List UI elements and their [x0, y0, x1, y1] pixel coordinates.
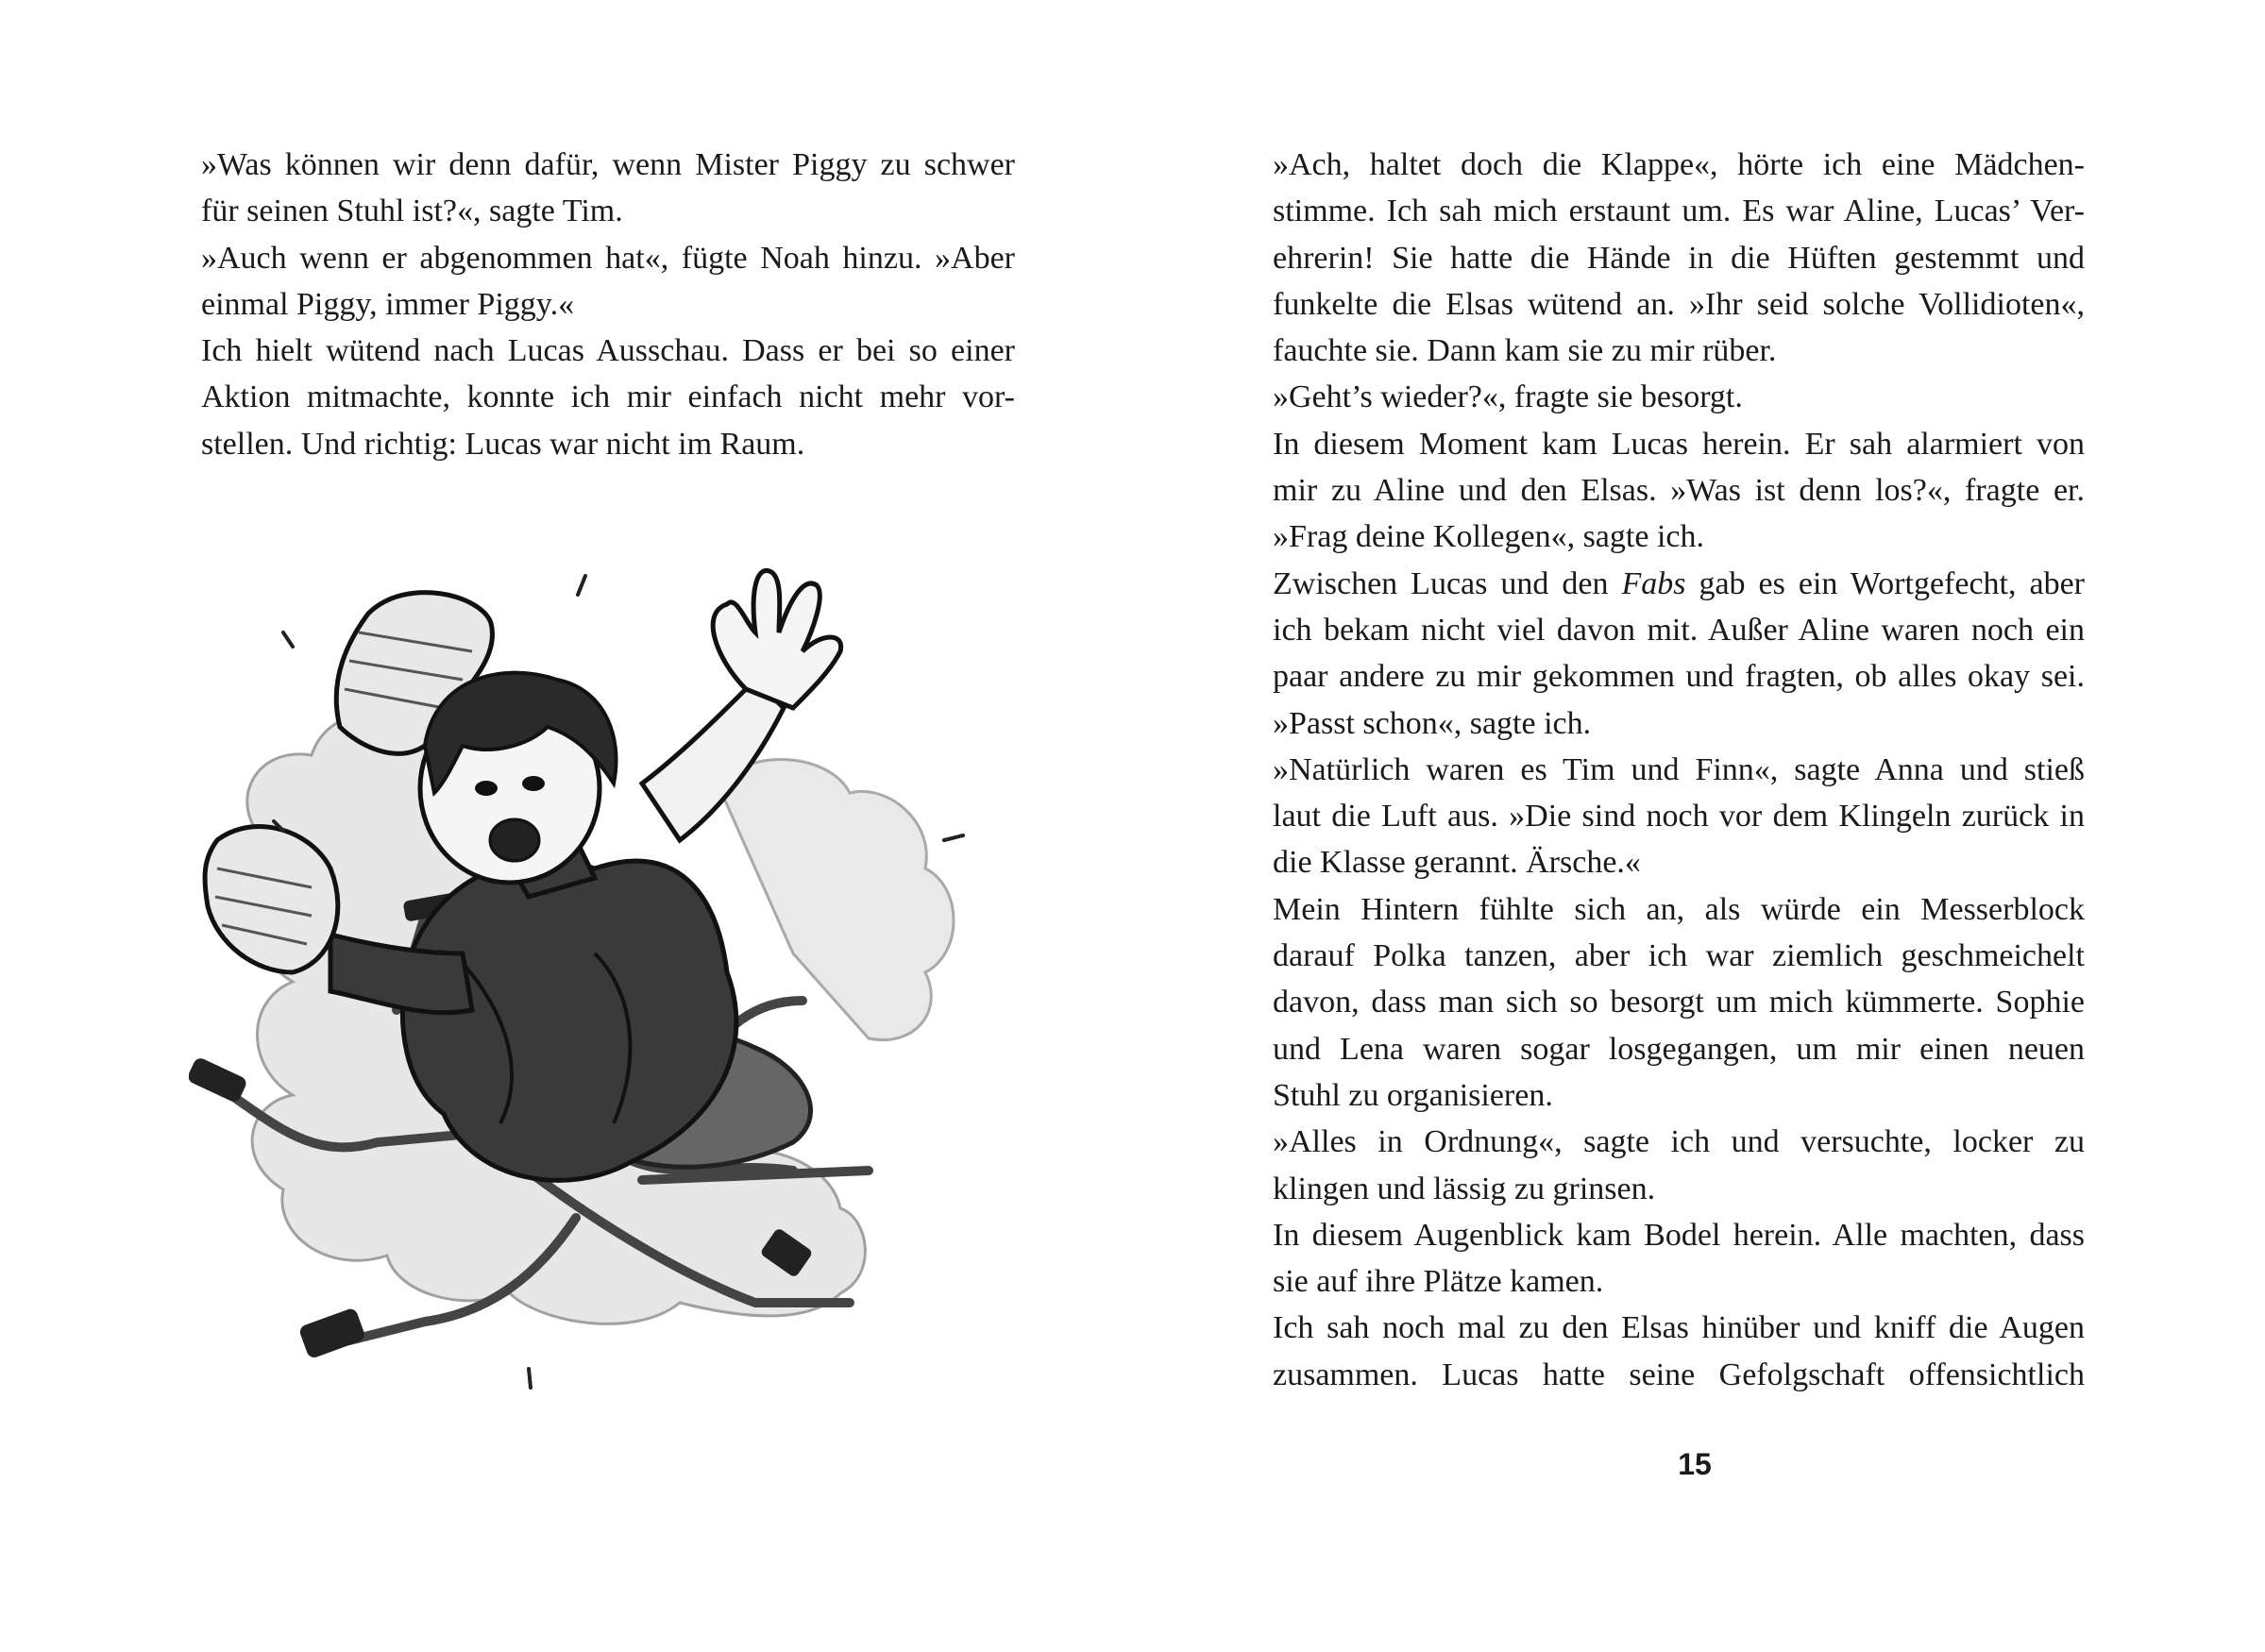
left-page-text [201, 142, 1015, 467]
falling-boy-illustration [189, 557, 1067, 1407]
text-line: paar andere zu mir gekommen und fragten, ob alles okay sei. [1273, 659, 2085, 695]
text-fragment: gab es ein Wortgefecht, aber [1685, 565, 2085, 601]
text-line: fauchte sie. Dann kam sie zu mir rüber. [1273, 333, 1777, 369]
text-line: Mein Hintern fühlte sich an, als würde ein Messerblock [1273, 891, 2085, 927]
text-line: klingen und lässig zu grinsen. [1273, 1171, 1656, 1206]
text-line: »Passt schon«, sagte ich. [1273, 705, 1592, 741]
text-line: davon, dass man sich so besorgt um mich kümmerte. Sophie [1273, 985, 2085, 1020]
text-line: »Ach, haltet doch die Klappe«, hörte ich eine Mädchen- [1273, 147, 2085, 182]
right-page-text [1273, 142, 2085, 1398]
text-line: die Klasse gerannt. Ärsche.« [1273, 845, 1641, 881]
text-line: Aktion mitmachte, konnte ich mir einfach nicht mehr vor- [201, 379, 1015, 415]
text-line: ich bekam nicht viel davon mit. Außer Aline waren noch ein [1273, 612, 2085, 648]
text-line: funkelte die Elsas wütend an. »Ihr seid solche Vollidioten«, [1273, 286, 2085, 322]
text-line: einmal Piggy, immer Piggy.« [201, 286, 575, 322]
text-line: »Frag deine Kollegen«, sagte ich. [1273, 519, 1704, 555]
text-line: Ich hielt wütend nach Lucas Ausschau. Dass er bei so einer [201, 333, 1015, 369]
text-line: sie auf ihre Plätze kamen. [1273, 1264, 1604, 1300]
text-line: »Auch wenn er abgenommen hat«, fügte Noah hinzu. »Aber [201, 240, 1015, 276]
text-line: darauf Polka tanzen, aber ich war ziemlich geschmeichelt [1273, 938, 2085, 974]
text-line: In diesem Augenblick kam Bodel herein. Alle machten, dass [1273, 1217, 2085, 1253]
text-line: »Was können wir denn dafür, wenn Mister Piggy zu schwer [201, 147, 1015, 182]
hand-icon [713, 570, 840, 708]
mouth [490, 819, 539, 861]
text-line: In diesem Moment kam Lucas herein. Er sah alarmiert von [1273, 426, 2085, 462]
text-line: mir zu Aline und den Elsas. »Was ist denn los?«, fragte er. [1273, 473, 2085, 509]
text-line [1273, 561, 2085, 607]
right-page [1133, 0, 2265, 1652]
page-number: 15 [1678, 1447, 1712, 1481]
text-line: ehrerin! Sie hatte die Hände in die Hüften gestemmt und [1273, 240, 2085, 276]
text-line: stimme. Ich sah mich erstaunt um. Es war Aline, Lucas’ Ver- [1273, 194, 2085, 229]
text-line: zusammen. Lucas hatte seine Gefolgschaft offensichtlich [1273, 1357, 2085, 1392]
text-line: und Lena waren sogar losgegangen, um mir einen neuen [1273, 1031, 2085, 1067]
text-line: für seinen Stuhl ist?«, sagte Tim. [201, 194, 623, 229]
boy-head [420, 673, 617, 883]
text-line: stellen. Und richtig: Lucas war nicht im Raum. [201, 426, 805, 462]
text-fragment: Zwischen Lucas und den [1273, 565, 1622, 601]
text-line: Stuhl zu organisieren. [1273, 1077, 1553, 1113]
text-line: »Alles in Ordnung«, sagte ich und versuchte, locker zu [1273, 1124, 2085, 1160]
text-line: »Geht’s wieder?«, fragte sie besorgt. [1273, 379, 1743, 415]
text-line: »Natürlich waren es Tim und Finn«, sagte Anna und stieß [1273, 751, 2085, 787]
text-line: Ich sah noch mal zu den Elsas hinüber und kniff die Augen [1273, 1310, 2085, 1346]
text-line: laut die Luft aus. »Die sind noch vor dem Klingeln zurück in [1273, 799, 2085, 834]
italic-term: Fabs [1621, 565, 1686, 601]
